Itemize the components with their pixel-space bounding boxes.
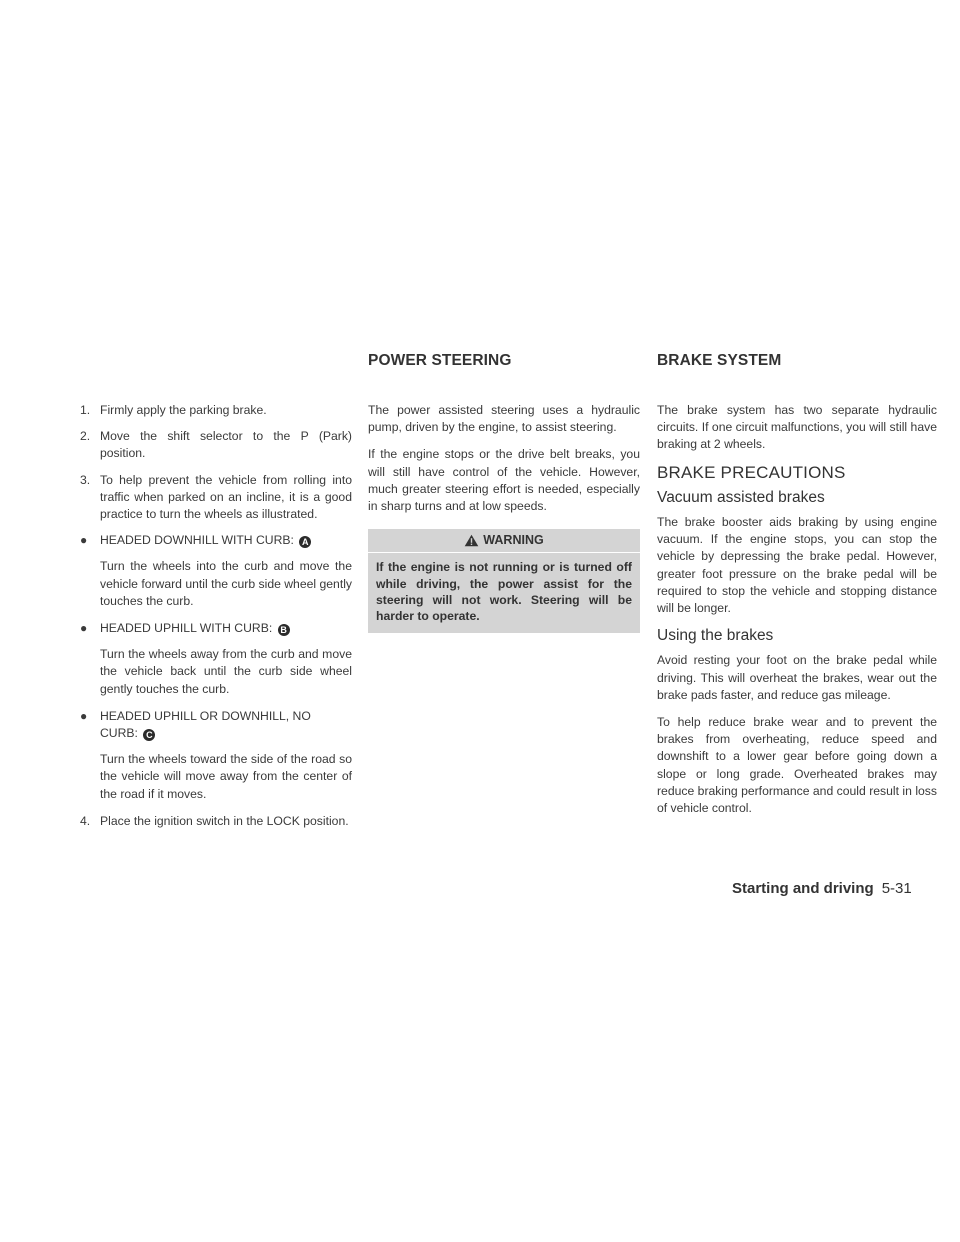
step-item bbox=[80, 428, 352, 462]
bullet-dot-icon: ● bbox=[80, 533, 88, 548]
step-number: 1. bbox=[80, 403, 91, 417]
warning-title: WARNING bbox=[483, 533, 544, 548]
vacuum-brakes-heading: Vacuum assisted brakes bbox=[657, 488, 825, 506]
step-text: Firmly apply the parking brake. bbox=[100, 403, 267, 417]
power-steering-paragraph: If the engine stops or the drive belt breaks, you will still have control of the vehicle. However, much greater steering effort is needed, especially in sharp turns and at low speeds. bbox=[368, 447, 640, 514]
step-item bbox=[80, 472, 352, 524]
warning-text: If the engine is not running or is turned off while driving, the power assist for the steering will not work. Steering will be harder to operate. bbox=[376, 560, 632, 624]
bullet-description: Turn the wheels into the curb and move the vehicle forward until the curb side wheel gently touches the curb. bbox=[100, 559, 353, 608]
warning-triangle-icon bbox=[464, 534, 479, 547]
callout-badge: B bbox=[278, 624, 290, 636]
step-text: Move the shift selector to the P (Park) position. bbox=[100, 429, 352, 461]
warning-header bbox=[368, 529, 640, 553]
vacuum-brakes-paragraph: The brake booster aids braking by using engine vacuum. If the engine stops, you can stop the vehicle by depressing the brake pedal. However, greater foot pressure on the brake pedal will be required to stop the vehicle and stopping distance will be longer. bbox=[657, 515, 937, 616]
section-heading-power-steering: POWER STEERING bbox=[368, 352, 512, 369]
warning-box bbox=[368, 529, 640, 633]
footer-section-title: Starting and driving bbox=[732, 880, 874, 897]
step-number: 3. bbox=[80, 472, 91, 487]
bullet-item bbox=[80, 532, 352, 549]
power-steering-paragraph: The power assisted steering uses a hydraulic pump, driven by the engine, to assist steering. bbox=[368, 403, 640, 435]
brake-intro-paragraph: The brake system has two separate hydraulic circuits. If one circuit malfunctions, you will still have braking at 2 wheels. bbox=[657, 403, 937, 452]
bullet-description: Turn the wheels away from the curb and move the vehicle back until the curb side wheel gently touches the curb. bbox=[100, 647, 352, 696]
parking-steps-column bbox=[80, 402, 352, 839]
using-brakes-paragraph: To help reduce brake wear and to prevent the brakes from overheating, reduce speed and downshift to a lower gear before going down a slope or long grade. Overheated brakes may reduce braking performance and could result in loss of vehicle control. bbox=[657, 715, 937, 816]
callout-badge: C bbox=[143, 729, 155, 741]
step-text: To help prevent the vehicle from rolling into traffic when parked on an incline, it is a good practice to turn the wheels as illustrated. bbox=[100, 472, 352, 522]
bullet-dot-icon: ● bbox=[80, 708, 88, 723]
section-heading-brake-system: BRAKE SYSTEM bbox=[657, 352, 782, 369]
page-footer bbox=[732, 880, 912, 897]
power-steering-column bbox=[368, 402, 640, 633]
step-number: 2. bbox=[80, 429, 91, 444]
bullet-dot-icon: ● bbox=[80, 621, 88, 636]
step-number: 4. bbox=[80, 813, 91, 828]
bullet-label: HEADED DOWNHILL WITH CURB: bbox=[100, 533, 294, 548]
step-item bbox=[80, 402, 352, 419]
brake-precautions-heading: BRAKE PRECAUTIONS bbox=[657, 462, 846, 482]
bullet-label: HEADED UPHILL WITH CURB: bbox=[100, 621, 273, 636]
step-item bbox=[80, 813, 352, 830]
bullet-label: HEADED UPHILL OR DOWNHILL, NO CURB: bbox=[100, 708, 311, 741]
using-brakes-paragraph: Avoid resting your foot on the brake pedal while driving. This will overheat the brakes, wear out the brake pads faster, and reduce gas mileage. bbox=[657, 653, 937, 702]
using-brakes-heading: Using the brakes bbox=[657, 627, 774, 645]
brake-system-column bbox=[657, 402, 937, 827]
bullet-item bbox=[80, 620, 352, 637]
page-number: 5-31 bbox=[881, 880, 912, 897]
callout-badge: A bbox=[299, 536, 311, 548]
step-text: Place the ignition switch in the LOCK position. bbox=[100, 813, 349, 828]
bullet-description: Turn the wheels toward the side of the road so the vehicle will move away from the center of the road if it moves. bbox=[100, 752, 352, 801]
bullet-item bbox=[80, 708, 352, 742]
